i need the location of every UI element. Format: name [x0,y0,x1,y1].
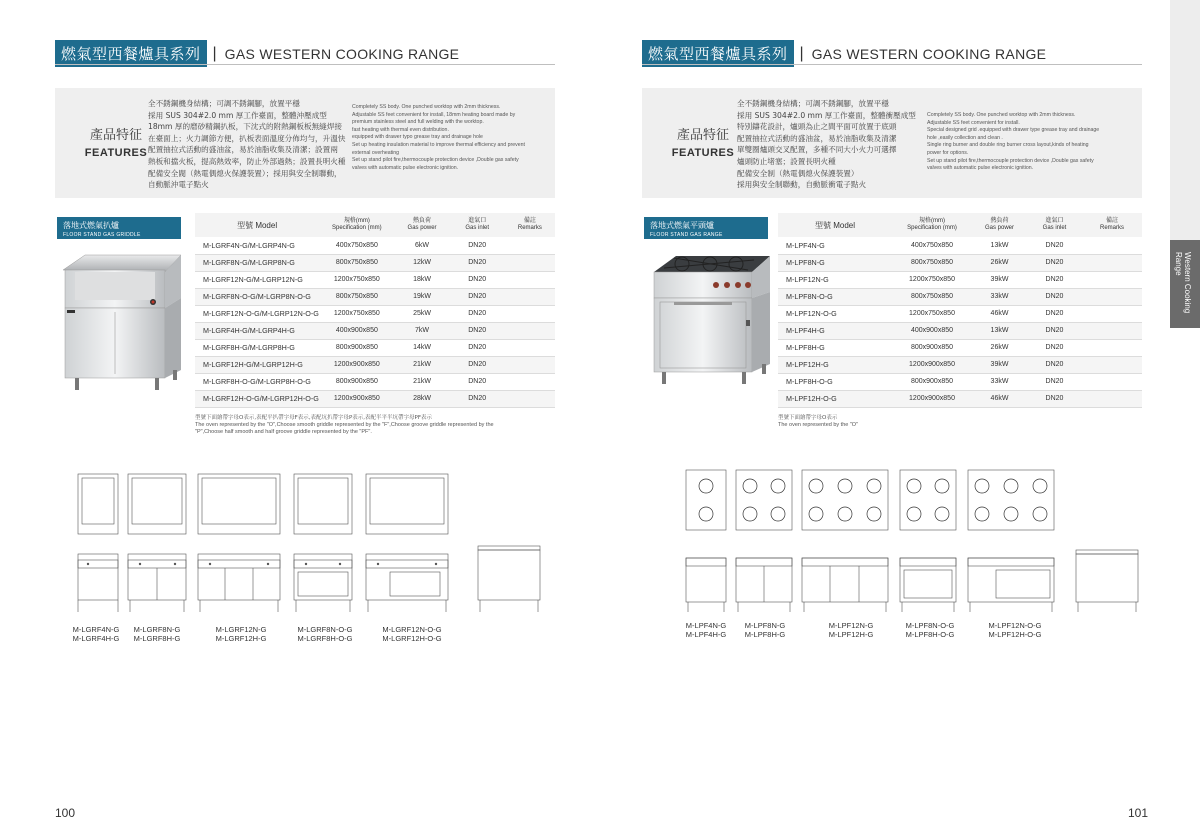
drawing-label: M-LGRF12N-G M-LGRF12H-G [215,625,267,643]
page-header [55,40,459,67]
table-row: M-LGRF8H-O-G/M-LGRP8H-O-G 800x900x850 21kW DN20 [195,373,555,390]
features-en-text: Completely SS body. One punched worktop with 2mm thickness. Adjustable SS feet convenient for install. Special designed grid .equipped with drawer type grease tray and drainage hole ,easily collection and clean . Single ring burner and double ring burner cross layout,kinds of heating power for options. Set up stand pilot fire,thermocouple protection device ,Double gas safety valves with automatic pulse electronic ignition. [927,112,1100,172]
table-row: M-LGRF12N-O-G/M-LGRP12N-O-G 1200x750x850 25kW DN20 [195,305,555,322]
col-model: 型號 Model [778,213,892,237]
table-row: M-LPF12H-O-G 1200x900x850 46kW DN20 [778,390,1142,407]
col-remarks: 備註 Remarks [1082,213,1142,237]
product-label: 落地式燃氣扒爐 FLOOR STAND GAS GRIDDLE [57,217,181,239]
drawing-label: M-LPF8N-G M-LPF8H-G [744,621,786,639]
page-number: 100 [55,806,76,820]
header-title-cn: 燃氣型西餐爐具系列 [55,40,207,67]
header-separator: | [799,44,804,62]
table-header-row [778,213,1142,237]
drawing-label: M-LGRF12N-O-G M-LGRF12H-O-G [382,625,442,643]
section-side-tab-label: Western Cooking Range [1174,252,1192,314]
table-row: M-LPF12H-G 1200x900x850 39kW DN20 [778,356,1142,373]
features-title [81,124,151,159]
drawing-label: M-LGRF8N-G M-LGRF8H-G [133,625,181,643]
table-header-row [195,213,555,237]
table-row: M-LGRF4H-G/M-LGRP4H-G 400x900x850 7kW DN20 [195,322,555,339]
side-tab-rail [1170,0,1200,240]
col-power: 熱負荷 Gas power [972,213,1027,237]
features-title-en: FEATURES [671,147,735,159]
drawing-label: M-LPF8N-O-G M-LPF8H-O-G [905,621,955,639]
table-row: M-LPF4H-G 400x900x850 13kW DN20 [778,322,1142,339]
table-row: M-LGRF4N-G/M-LGRP4N-G 400x750x850 6kW DN20 [195,237,555,254]
table-row: M-LPF8H-O-G 800x900x850 33kW DN20 [778,373,1142,390]
model-note: 型號下面繪帶字母O表示 The oven represented by the "O" [778,415,859,428]
col-spec: 規格(mm) Specification (mm) [892,213,972,237]
model-note: 型號下面繪帶字母O表示,表配平扒帶字母F表示,表配坑扒帶字母P表示,表配半平半坑帶字母PF表示 The oven represented by the "O",Choose smooth griddle represented by the "F",Choose groove griddle represented by the "P",Choose half smooth and half groove griddle represented by the "PF". [195,415,494,435]
spec-table [195,213,555,408]
features-title-en: FEATURES [84,147,148,159]
page-header [642,40,1046,67]
table-row: M-LGRF12N-G/M-LGRP12N-G 1200x750x850 18kW DN20 [195,271,555,288]
table-row: M-LGRF8N-G/M-LGRP8N-G 800x750x850 12kW DN20 [195,254,555,271]
header-divider [55,64,555,65]
spec-table [778,213,1142,408]
features-title-cn: 產品特征 [89,128,142,143]
features-title [668,124,738,159]
table-row: M-LPF4N-G 400x750x850 13kW DN20 [778,237,1142,254]
features-cn-text: 全不銹鋼機身結構；可調不銹鋼腳，放置平穩 採用 SUS 304#2.0 mm 厚工作臺面，整體沖壓成型 18mm 厚的磨砂精鋼扒板，下沈式的附熱鋼板板無縫焊接 在臺面上；火力調節方便，扒板表面溫度分佈均勻，升溫快 配置抽拉式活動的盛油盆，易於油脂收集及清潔；設置兩 熱板和擋火板，提高熱效率，防止外部過熱；設置長明火種 配備安全閥（熱電偶熄火保護裝置）；採用與安全制聯動， 自動脈沖電子點火 [148,99,346,190]
table-row: M-LPF8N-G 800x750x850 26kW DN20 [778,254,1142,271]
drawing-label: M-LGRF4N-G M-LGRF4H-G [72,625,120,643]
drawing-label: M-LPF12N-G M-LPF12H-G [828,621,874,639]
drawing-label: M-LGRF8N-O-G M-LGRF8H-O-G [297,625,353,643]
table-row: M-LGRF12H-O-G/M-LGRP12H-O-G 1200x900x850 28kW DN20 [195,390,555,407]
gas-range-technical-drawings [678,462,1158,622]
features-title-cn: 產品特征 [676,128,729,143]
table-row: M-LGRF12H-G/M-LGRP12H-G 1200x900x850 21kW DN20 [195,356,555,373]
table-row: M-LPF12N-O-G 1200x750x850 46kW DN20 [778,305,1142,322]
features-box [642,88,1142,198]
drawing-label: M-LPF4N-G M-LPF4H-G [685,621,727,639]
header-separator: | [212,44,217,62]
table-row: M-LGRF8H-G/M-LGRP8H-G 800x900x850 14kW DN20 [195,339,555,356]
table-row: M-LPF8N-O-G 800x750x850 33kW DN20 [778,288,1142,305]
drawing-label: M-LPF12N-O-G M-LPF12H-O-G [988,621,1042,639]
griddle-technical-drawings [60,462,550,622]
header-title-cn: 燃氣型西餐爐具系列 [642,40,794,67]
page-right [600,0,1200,837]
table-row: M-LGRF8N-O-G/M-LGRP8N-O-G 800x750x850 19kW DN20 [195,288,555,305]
header-title-en: GAS WESTERN COOKING RANGE [224,45,460,62]
col-power: 熱負荷 Gas power [394,213,449,237]
col-inlet: 進氣口 Gas inlet [450,213,505,237]
features-cn-text: 全不銹鋼機身結構；可調不銹鋼腳，放置平穩 採用 SUS 304#2.0 mm 厚工作臺面，整體衝壓成型 特別鑄花設計，爐頭為止之間平面可放置于底頭 配置抽拉式活動的盛油盆，易於油脂收集及清潔 單雙圈爐頭交叉配置，多種不同大小火力可選擇 爐頭防止堵塞；設置長明火種 配備安全制（熱電偶熄火保護裝置） 採用與安全制聯動，自動脈衝電子點火 [737,99,916,190]
griddle-product-image [55,240,185,405]
features-box [55,88,555,198]
page-number: 101 [1128,806,1149,820]
header-divider [642,64,1142,65]
product-label: 落地式燃氣平頭爐 FLOOR STAND GAS RANGE [644,217,768,239]
col-inlet: 進氣口 Gas inlet [1027,213,1082,237]
features-en-text: Completely SS body. One punched worktop with 2mm thickness. Adjustable SS feet convenient for install, 18mm heating board made by premium stainless steel and full welding with the worktop. fast heating with thermal even distribution. equipped with drawer typo grease tray and drainage hole Set up heating insulation material to improve thermal efficiency and prevent external overheating Set up stand pilot fire,thermocouple protection device ,Double gas safety valves with automatic pulse electronic ignition. [352,104,525,171]
gas-range-product-image [644,240,774,405]
table-row: M-LPF8H-G 800x900x850 26kW DN20 [778,339,1142,356]
col-model: 型號 Model [195,213,319,237]
table-row: M-LPF12N-G 1200x750x850 39kW DN20 [778,271,1142,288]
section-side-tab[interactable] [1170,240,1200,328]
header-title-en: GAS WESTERN COOKING RANGE [811,45,1047,62]
col-spec: 規格(mm) Specification (mm) [319,213,394,237]
col-remarks: 備註 Remarks [505,213,555,237]
